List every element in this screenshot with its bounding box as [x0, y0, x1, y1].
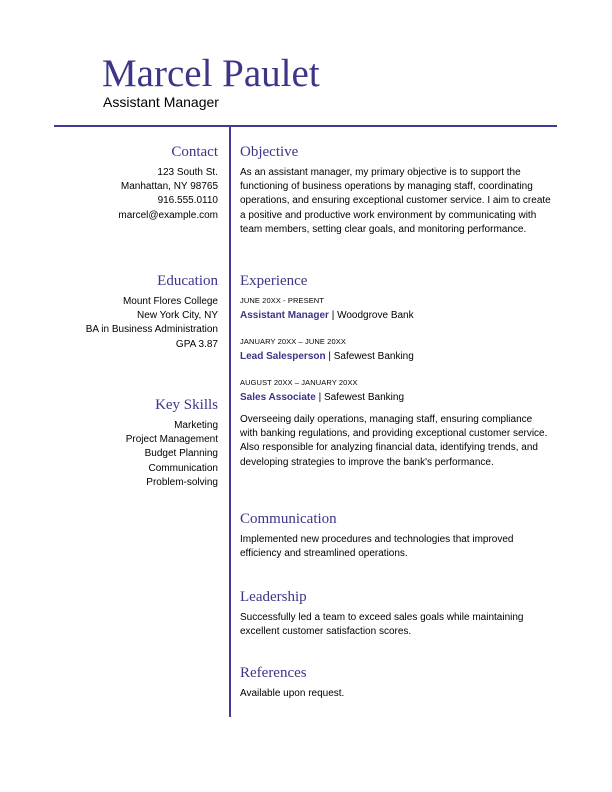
communication-section	[240, 510, 560, 561]
contact-section	[40, 143, 218, 223]
job-dates: JANUARY 20XX – JUNE 20XX	[240, 337, 346, 346]
job-entry	[240, 378, 560, 405]
references-text: Available upon request.	[240, 688, 345, 699]
job-title-line	[240, 391, 560, 405]
education-heading: Education	[157, 273, 218, 289]
job-separator: |	[328, 310, 338, 321]
objective-heading: Objective	[240, 144, 299, 160]
contact-address-line: 123 South St.	[157, 167, 218, 178]
experience-heading: Experience	[240, 273, 308, 289]
job-dates: AUGUST 20XX – JANUARY 20XX	[240, 378, 358, 387]
header-divider	[54, 125, 557, 127]
job-company: Woodgrove Bank	[337, 310, 414, 321]
job-title-line	[240, 350, 560, 364]
candidate-name: Marcel Paulet	[102, 52, 320, 95]
skills-heading: Key Skills	[155, 397, 218, 413]
objective-text: As an assistant manager, my primary objective is to support the functioning of business operations by managing staff, coordinating operations, and ensuring exceptional customer service. I aim to create a positive and productive work environment by communicating with team members, setting clear goals, and monitoring performance.	[240, 167, 551, 235]
education-school: Mount Flores College	[122, 296, 218, 307]
skills-section	[40, 396, 218, 490]
job-role: Lead Salesperson	[240, 351, 326, 362]
job-separator: |	[325, 351, 334, 362]
leadership-text: Successfully led a team to exceed sales goals while maintaining excellent customer satisfaction scores.	[240, 612, 524, 638]
references-heading: References	[240, 665, 307, 681]
candidate-title: Assistant Manager	[103, 94, 219, 110]
education-gpa: GPA 3.87	[175, 338, 218, 350]
experience-section	[240, 272, 560, 470]
education-location: New York City, NY	[137, 310, 218, 322]
education-section	[40, 272, 218, 352]
job-dates: JUNE 20XX - PRESENT	[240, 296, 325, 305]
job-entry	[240, 296, 560, 323]
contact-city-line: Manhattan, NY 98765	[120, 181, 218, 193]
job-separator: |	[315, 392, 324, 403]
job-role: Assistant Manager	[240, 310, 329, 321]
job-role: Sales Associate	[240, 392, 316, 403]
job-title-line	[240, 309, 560, 323]
column-divider	[229, 126, 231, 717]
skill-item: Marketing	[174, 420, 218, 431]
communication-heading: Communication	[240, 511, 337, 527]
objective-section	[240, 143, 560, 237]
skill-item: Problem-solving	[146, 476, 218, 488]
contact-heading: Contact	[171, 144, 218, 160]
skill-item: Project Management	[125, 434, 218, 446]
communication-text: Implemented new procedures and technologies that improved efficiency and streamlined operations.	[240, 534, 514, 560]
skill-item: Budget Planning	[144, 448, 218, 460]
experience-summary: Overseeing daily operations, managing staff, ensuring compliance with banking regulations, and providing exceptional customer service. Also responsible for analyzing financial data, identifying trends, and developing strategies to improve the bank's performance.	[240, 414, 548, 468]
references-section	[240, 664, 560, 701]
contact-email: marcel@example.com	[118, 209, 218, 221]
job-entry	[240, 337, 560, 364]
education-degree: BA in Business Administration	[85, 324, 218, 336]
leadership-section	[240, 588, 560, 639]
leadership-heading: Leadership	[240, 589, 307, 605]
job-company: Safewest Banking	[333, 351, 414, 362]
job-company: Safewest Banking	[323, 392, 405, 403]
contact-phone: 916.555.0110	[157, 195, 218, 207]
skill-item: Communication	[148, 462, 218, 474]
